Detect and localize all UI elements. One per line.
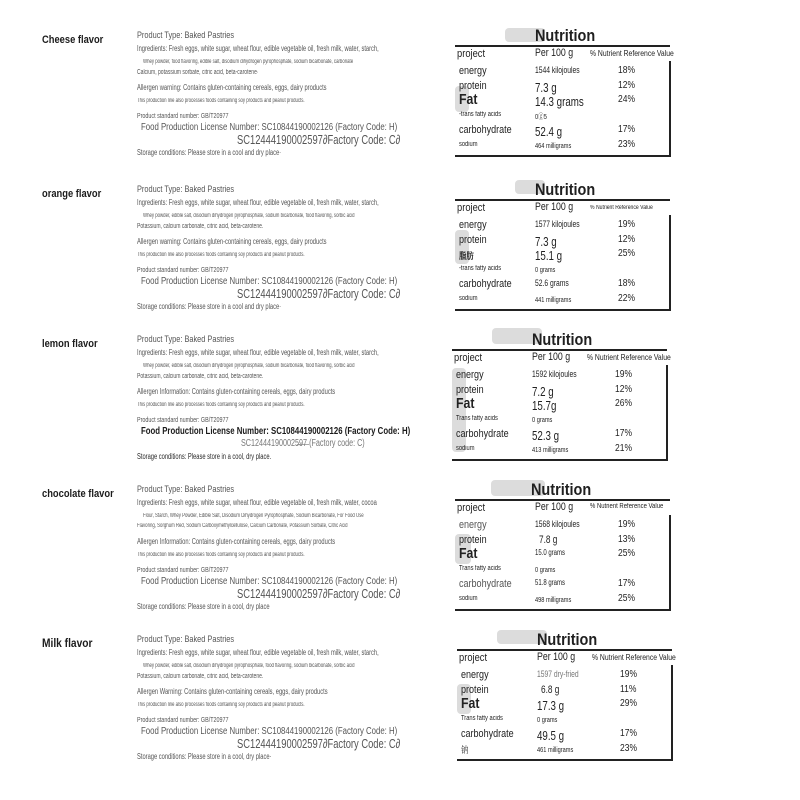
energy-value: 1577 kilojoules xyxy=(535,219,580,229)
fat-value: 15.1 g xyxy=(535,248,563,263)
ingredients-line-2: Whey powder, edible salt, disodium dihydrogen pyrophosphate, sodium bicarbonate, food flavoring, sorbic acid xyxy=(143,363,355,369)
trans-value: 0 grams xyxy=(537,715,558,724)
carb-label: carbohydrate xyxy=(459,124,512,136)
trans-value: 0 grams xyxy=(535,565,556,574)
label-section-cheese xyxy=(0,28,800,178)
fat-label: Fat xyxy=(456,395,475,412)
protein-value: 7.8 g xyxy=(539,534,558,546)
row-sodium xyxy=(455,593,669,607)
protein-value: 7.3 g xyxy=(535,80,557,95)
energy-value: 1544 kilojoules xyxy=(535,65,580,75)
sodium-label: 钠 xyxy=(461,745,469,755)
row-trans-fat xyxy=(455,263,669,277)
row-sodium xyxy=(457,743,671,757)
column-project: project xyxy=(459,652,488,664)
production-line-note: This production line also processes foods containing soy products and peanut products. xyxy=(137,402,305,408)
storage-conditions: Storage conditions: Please store in a cool and dry place· xyxy=(137,148,282,157)
product-type: Product Type: Baked Pastries xyxy=(137,30,235,40)
license-number: Food Production License Number: SC10844190002126 (Factory Code: H) xyxy=(141,276,398,287)
row-protein xyxy=(455,234,669,248)
nutrition-title: Nutrition xyxy=(537,630,598,649)
license-sc-number: SC12444190002597∂Factory Code: C∂ xyxy=(237,286,401,301)
row-sodium xyxy=(455,293,669,307)
trans-label: -trans fatty acids xyxy=(459,111,502,118)
ingredients-line-3: Potassium, calcium carbonate, citric acid, beta-carotene. xyxy=(137,223,264,230)
energy-value: 1592 kilojoules xyxy=(532,369,577,379)
energy-nrv: 19% xyxy=(618,519,636,530)
allergen-warning: Allergen Information: Contains gluten-containing cereals, eggs, dairy products xyxy=(137,537,336,546)
trans-label: Trans fatty acids xyxy=(456,415,498,422)
protein-nrv: 12% xyxy=(618,80,636,91)
row-protein xyxy=(455,534,669,548)
sodium-value: 441 milligrams xyxy=(535,295,572,304)
standard-number: Product standard number: GB/T20977 xyxy=(137,715,229,724)
nutrition-table xyxy=(455,28,695,158)
row-carbohydrate xyxy=(455,278,669,292)
nutrition-title: Nutrition xyxy=(535,180,596,199)
license-sc-number: SC12444190002597∂Factory Code: C∂ xyxy=(237,132,401,147)
product-type: Product Type: Baked Pastries xyxy=(137,634,235,644)
license-number: Food Production License Number: SC10844190002126 (Factory Code: H) xyxy=(141,426,411,437)
ingredients-line-2: Whey powder, food flavoring, edible salt, disodium dihydrogen pyrophosphate, sodium bicarbonate, carbonate xyxy=(143,59,354,65)
sodium-value: 413 milligrams xyxy=(532,445,569,454)
protein-label: protein xyxy=(459,534,487,546)
energy-label: energy xyxy=(461,669,489,681)
storage-conditions: Storage conditions: Please store in a cool, dry place xyxy=(137,602,270,611)
carb-value: 49.5 g xyxy=(537,728,565,743)
carb-nrv: 17% xyxy=(620,728,638,739)
column-per-100g: Per 100 g xyxy=(532,351,571,363)
row-fat xyxy=(455,91,669,109)
flavor-title: orange flavor xyxy=(42,188,102,200)
column-nrv: % Nutrient Reference Value xyxy=(592,653,676,662)
label-section-orange xyxy=(0,182,800,332)
trans-label: Trans fatty acids xyxy=(459,565,501,572)
column-nrv: % Nutrient Reference Value xyxy=(590,205,653,211)
license-number: Food Production License Number: SC10844190002126 (Factory Code: H) xyxy=(141,122,398,133)
column-per-100g: Per 100 g xyxy=(535,47,574,59)
ingredients-line-1: Ingredients: Fresh eggs, white sugar, wheat flour, edible vegetable oil, fresh milk, water, starch, xyxy=(137,648,379,657)
sodium-label: sodium xyxy=(456,445,475,452)
ingredients-line-1: Ingredients: Fresh eggs, white sugar, wheat flour, edible vegetable oil, fresh milk, water, cocoa xyxy=(137,498,377,507)
row-trans-fat xyxy=(457,713,671,727)
column-nrv: % Nutrient Reference Value xyxy=(590,49,674,58)
column-per-100g: Per 100 g xyxy=(535,201,574,213)
trans-value: 0 grams xyxy=(532,415,553,424)
protein-label: protein xyxy=(456,384,484,396)
carb-label: carbohydrate xyxy=(459,278,512,290)
carb-label: carbohydrate xyxy=(456,428,509,440)
standard-number: Product standard number: GB/T20977 xyxy=(137,415,229,424)
row-fat xyxy=(457,695,671,713)
row-trans-fat xyxy=(455,563,669,577)
nutrition-table xyxy=(452,332,692,462)
flavor-title: Milk flavor xyxy=(42,636,93,650)
allergen-warning: Allergen warning: Contains gluten-containing cereals, eggs, dairy products xyxy=(137,83,327,92)
fat-nrv: 26% xyxy=(615,398,633,409)
row-sodium xyxy=(452,443,666,457)
ingredients-line-2: Flour, Starch, Whey Powder, Edible Salt, Disodium Dihydrogen Pyrophosphate, Sodium Bicarbonate, For Food Use xyxy=(143,513,364,519)
label-section-chocolate xyxy=(0,482,800,632)
fat-nrv: 29% xyxy=(620,698,638,709)
protein-label: protein xyxy=(461,684,489,696)
carb-value: 51.8 grams xyxy=(535,578,566,587)
nutrition-table xyxy=(457,632,697,762)
protein-nrv: 12% xyxy=(615,384,633,395)
trans-label: Trans fatty acids xyxy=(461,715,503,722)
carb-value: 52.4 g xyxy=(535,124,563,139)
fat-label: Fat xyxy=(459,545,478,562)
flavor-title: chocolate flavor xyxy=(42,488,114,500)
ingredients-line-3: Flavoring, Sorghum Red, Sodium Carboxymethylcellulose, Calcium Carbonate, Potassium Sorbate, Citric Acid xyxy=(137,523,348,529)
row-energy xyxy=(455,219,669,233)
row-carbohydrate xyxy=(455,578,669,592)
energy-label: energy xyxy=(459,219,487,231)
product-type: Product Type: Baked Pastries xyxy=(137,484,235,494)
standard-number: Product standard number: GB/T20977 xyxy=(137,265,229,274)
row-fat xyxy=(455,545,669,562)
row-sodium xyxy=(455,139,669,153)
column-project: project xyxy=(457,502,486,514)
carb-label: carbohydrate xyxy=(461,728,514,740)
carb-nrv: 17% xyxy=(618,124,636,135)
sodium-value: 461 milligrams xyxy=(537,745,574,754)
ingredients-line-1: Ingredients: Fresh eggs, white sugar, wheat flour, edible vegetable oil, fresh milk, water, starch, xyxy=(137,198,379,207)
nutrition-title: Nutrition xyxy=(535,26,596,45)
energy-value: 1568 kilojoules xyxy=(535,519,580,529)
column-per-100g: Per 100 g xyxy=(537,651,576,663)
label-section-milk xyxy=(0,632,800,782)
row-energy xyxy=(455,65,669,79)
fat-nrv: 25% xyxy=(618,548,636,559)
carb-nrv: 17% xyxy=(618,578,636,589)
row-carbohydrate xyxy=(452,428,666,442)
fat-value: 15.0 grams xyxy=(535,548,566,557)
sodium-label: sodium xyxy=(459,295,478,302)
protein-label: protein xyxy=(459,80,487,92)
storage-conditions: Storage conditions: Please store in a cool, dry place. xyxy=(137,452,272,461)
production-line-note: This production line also processes foods containing soy products and peanut products. xyxy=(137,552,305,558)
carb-value: 52.3 g xyxy=(532,428,560,443)
ingredients-line-1: Ingredients: Fresh eggs, white sugar, wheat flour, edible vegetable oil, fresh milk, water, starch, xyxy=(137,44,379,53)
nutrition-table xyxy=(455,482,695,612)
protein-value: 7.2 g xyxy=(532,384,554,399)
ingredients-line-3: Calcium, potassium sorbate, citric acid, beta-carotene· xyxy=(137,69,259,76)
sodium-value: 464 milligrams xyxy=(535,141,572,150)
license-number: Food Production License Number: SC10844190002126 (Factory Code: H) xyxy=(141,576,398,587)
ingredients-line-3: Potassium, calcium carbonate, citric acid, beta-carotene. xyxy=(137,673,264,680)
trans-value: 0 grams xyxy=(535,265,556,274)
production-line-note: This production line also processes foods containing soy products and peanut products. xyxy=(137,252,305,258)
fat-value: 17.3 g xyxy=(537,698,565,713)
row-energy xyxy=(452,369,666,383)
protein-label: protein xyxy=(459,234,487,246)
row-trans-fat xyxy=(455,109,669,123)
energy-label: energy xyxy=(456,369,484,381)
column-project: project xyxy=(454,352,483,364)
sodium-nrv: 23% xyxy=(620,743,638,754)
license-number: Food Production License Number: SC10844190002126 (Factory Code: H) xyxy=(141,726,398,737)
production-line-note: This production line also processes foods containing soy products and peanut products. xyxy=(137,98,305,104)
fat-nrv: 24% xyxy=(618,94,636,105)
carb-nrv: 17% xyxy=(615,428,633,439)
allergen-warning: Allergen warning: Contains gluten-containing cereals, eggs, dairy products xyxy=(137,237,327,246)
fat-value: 15.7g xyxy=(532,398,557,413)
carb-value: 52.6 grams xyxy=(535,278,569,288)
row-protein xyxy=(452,384,666,398)
carb-nrv: 18% xyxy=(618,278,636,289)
column-per-100g: Per 100 g xyxy=(535,501,574,513)
protein-value: 6.8 g xyxy=(541,684,560,696)
sodium-label: sodium xyxy=(459,595,478,602)
fat-label: Fat xyxy=(461,695,480,712)
row-fat xyxy=(452,395,666,413)
row-energy xyxy=(455,519,669,533)
ingredients-line-2: Whey powder, edible salt, disodium dihydrogen pyrophosphate, sodium bicarbonate, food flavoring, sorbic acid xyxy=(143,213,355,219)
sodium-nrv: 25% xyxy=(618,593,636,604)
license-sc-number: SC124441900025̶9̶7̶ (Factory code: C) xyxy=(241,438,365,449)
label-section-lemon xyxy=(0,332,800,482)
protein-value: 7.3 g xyxy=(535,234,557,249)
energy-nrv: 19% xyxy=(615,369,633,380)
ingredients-line-2: Whey powder, edible salt, disodium dihydrogen pyrophosphate, food flavoring, sodium bicarbonate, sorbic acid xyxy=(143,663,355,669)
nutrition-table xyxy=(455,182,695,312)
row-carbohydrate xyxy=(455,124,669,138)
row-protein xyxy=(457,684,671,698)
row-protein xyxy=(455,80,669,94)
ingredients-line-3: Potassium, calcium carbonate, citric acid, beta-carotene. xyxy=(137,373,264,380)
protein-nrv: 11% xyxy=(620,684,637,695)
energy-label: energy xyxy=(459,65,487,77)
sodium-value: 498 milligrams xyxy=(535,595,572,604)
standard-number: Product standard number: GB/T20977 xyxy=(137,111,229,120)
fat-value: 14.3 grams xyxy=(535,94,584,109)
storage-conditions: Storage conditions: Please store in a cool and dry place· xyxy=(137,302,282,311)
sodium-nrv: 23% xyxy=(618,139,636,150)
sodium-label: sodium xyxy=(459,141,478,148)
row-carbohydrate xyxy=(457,728,671,742)
production-line-note: This production line also processes foods containing soy products and peanut products. xyxy=(137,702,305,708)
column-project: project xyxy=(457,48,486,60)
column-nrv: % Nutrient Reference Value xyxy=(590,503,664,510)
row-trans-fat xyxy=(452,413,666,427)
storage-conditions: Storage conditions: Please store in a cool, dry place· xyxy=(137,752,272,761)
ingredients-line-1: Ingredients: Fresh eggs, white sugar, wheat flour, edible vegetable oil, fresh milk, water, starch, xyxy=(137,348,379,357)
energy-nrv: 19% xyxy=(618,219,636,230)
energy-nrv: 19% xyxy=(620,669,638,680)
trans-value: 0ⓖ5 xyxy=(535,112,547,121)
allergen-warning: Allergen Warning: Contains gluten-containing cereals, eggs, dairy products xyxy=(137,687,328,696)
column-nrv: % Nutrient Reference Value xyxy=(587,353,671,362)
standard-number: Product standard number: GB/T20977 xyxy=(137,565,229,574)
flavor-title: lemon flavor xyxy=(42,338,98,350)
carb-label: carbohydrate xyxy=(459,578,512,590)
product-type: Product Type: Baked Pastries xyxy=(137,184,235,194)
protein-nrv: 13% xyxy=(618,534,636,545)
row-fat xyxy=(455,248,669,262)
trans-label: -trans fatty acids xyxy=(459,265,502,272)
energy-value: 1597 dry-fried xyxy=(537,669,579,679)
fat-nrv: 25% xyxy=(618,248,636,259)
fat-label: 脂肪 xyxy=(459,251,474,261)
nutrition-title: Nutrition xyxy=(532,330,593,349)
nutrition-title: Nutrition xyxy=(531,480,592,499)
product-type: Product Type: Baked Pastries xyxy=(137,334,235,344)
column-project: project xyxy=(457,202,486,214)
license-sc-number: SC12444190002597∂Factory Code: C∂ xyxy=(237,736,401,751)
row-energy xyxy=(457,669,671,683)
protein-nrv: 12% xyxy=(618,234,636,245)
sodium-nrv: 21% xyxy=(615,443,633,454)
energy-nrv: 18% xyxy=(618,65,636,76)
flavor-title: Cheese flavor xyxy=(42,34,104,46)
allergen-warning: Allergen Information: Contains gluten-containing cereals, eggs, dairy products xyxy=(137,387,336,396)
sodium-nrv: 22% xyxy=(618,293,636,304)
license-sc-number: SC12444190002597∂Factory Code: C∂ xyxy=(237,586,401,601)
fat-label: Fat xyxy=(459,91,478,108)
energy-label: energy xyxy=(459,519,487,531)
